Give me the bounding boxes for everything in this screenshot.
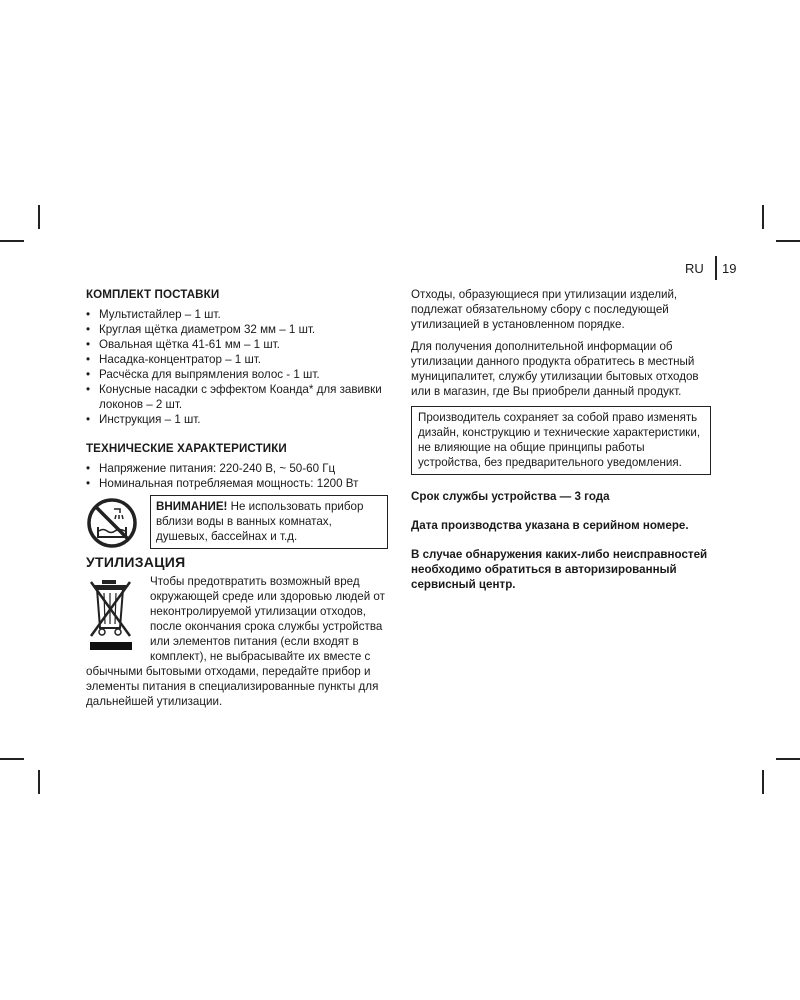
warning-box	[150, 495, 388, 549]
malfunction-note: В случае обнаружения каких-либо неисправностей необходимо обратиться в авторизированный сервисный центр.	[411, 548, 708, 591]
crop-mark	[762, 770, 764, 794]
specs-list	[86, 461, 391, 491]
warning-label: ВНИМАНИЕ!	[156, 500, 228, 513]
list-item: • Насадка-концентратор – 1 шт.	[86, 352, 391, 367]
crop-mark	[776, 240, 800, 242]
crop-mark	[38, 205, 40, 229]
warning-text: Не использовать прибор вблизи воды в ванных комнатах, душевых, бассейнах и т.д.	[156, 500, 364, 543]
disposal-block	[86, 574, 391, 709]
list-item: • Конусные насадки с эффектом Коанда* для завивки локонов – 2 шт.	[86, 382, 391, 412]
manufacturer-note-box: Производитель сохраняет за собой право изменять дизайн, конструкцию и технические характеристики, не влияющие на общие принципы работы устройства, без предварительного уведомления.	[411, 406, 711, 475]
disposal-title: УТИЛИЗАЦИЯ	[86, 554, 186, 570]
language-label: RU	[685, 261, 704, 276]
info-paragraph: Для получения дополнительной информации об утилизации данного продукта обратитесь в местный муниципалитет, службу утилизации бытовых отходов или в магазин, где Вы приобрели данный продукт.	[411, 340, 699, 398]
warning-block	[86, 495, 391, 555]
crop-mark	[38, 770, 40, 794]
crop-mark	[0, 758, 24, 760]
left-column	[86, 287, 391, 709]
page-header	[660, 258, 740, 282]
list-item: • Номинальная потребляемая мощность: 1200 Вт	[86, 476, 391, 491]
waste-paragraph: Отходы, образующиеся при утилизации изделий, подлежат обязательному сбору с последующей утилизацией в установленном порядке.	[411, 288, 678, 331]
crossed-bin-icon	[88, 576, 136, 654]
no-water-icon	[86, 497, 138, 549]
disposal-text: Чтобы предотвратить возможный вред окружающей среде или здоровью людей от неконтролируемой утилизации отходов, после окончания срока службы устройства или элементов питания (если входят в комплект), не выбрасывайте их вместе с обычными бытовыми отходами, передайте прибор и элементы питания в специализированные пункты для дальнейшей утилизации.	[86, 575, 385, 708]
list-item: • Овальная щётка 41-61 мм – 1 шт.	[86, 337, 391, 352]
production-date: Дата производства указана в серийном номере.	[411, 519, 689, 532]
list-item: • Напряжение питания: 220-240 В, ~ 50-60 Гц	[86, 461, 391, 476]
specs-title: ТЕХНИЧЕСКИЕ ХАРАКТЕРИСТИКИ	[86, 442, 287, 455]
crop-mark	[0, 240, 24, 242]
header-divider	[715, 256, 717, 280]
right-column	[411, 287, 711, 606]
crop-mark	[762, 205, 764, 229]
list-item: • Круглая щётка диаметром 32 мм – 1 шт.	[86, 322, 391, 337]
package-title: КОМПЛЕКТ ПОСТАВКИ	[86, 288, 220, 301]
list-item: • Мультистайлер – 1 шт.	[86, 307, 391, 322]
list-item: • Инструкция – 1 шт.	[86, 412, 391, 427]
package-list	[86, 307, 391, 427]
crop-mark	[776, 758, 800, 760]
page-number: 19	[722, 261, 737, 276]
service-life: Срок службы устройства — 3 года	[411, 490, 610, 503]
list-item: • Расчёска для выпрямления волос - 1 шт.	[86, 367, 391, 382]
